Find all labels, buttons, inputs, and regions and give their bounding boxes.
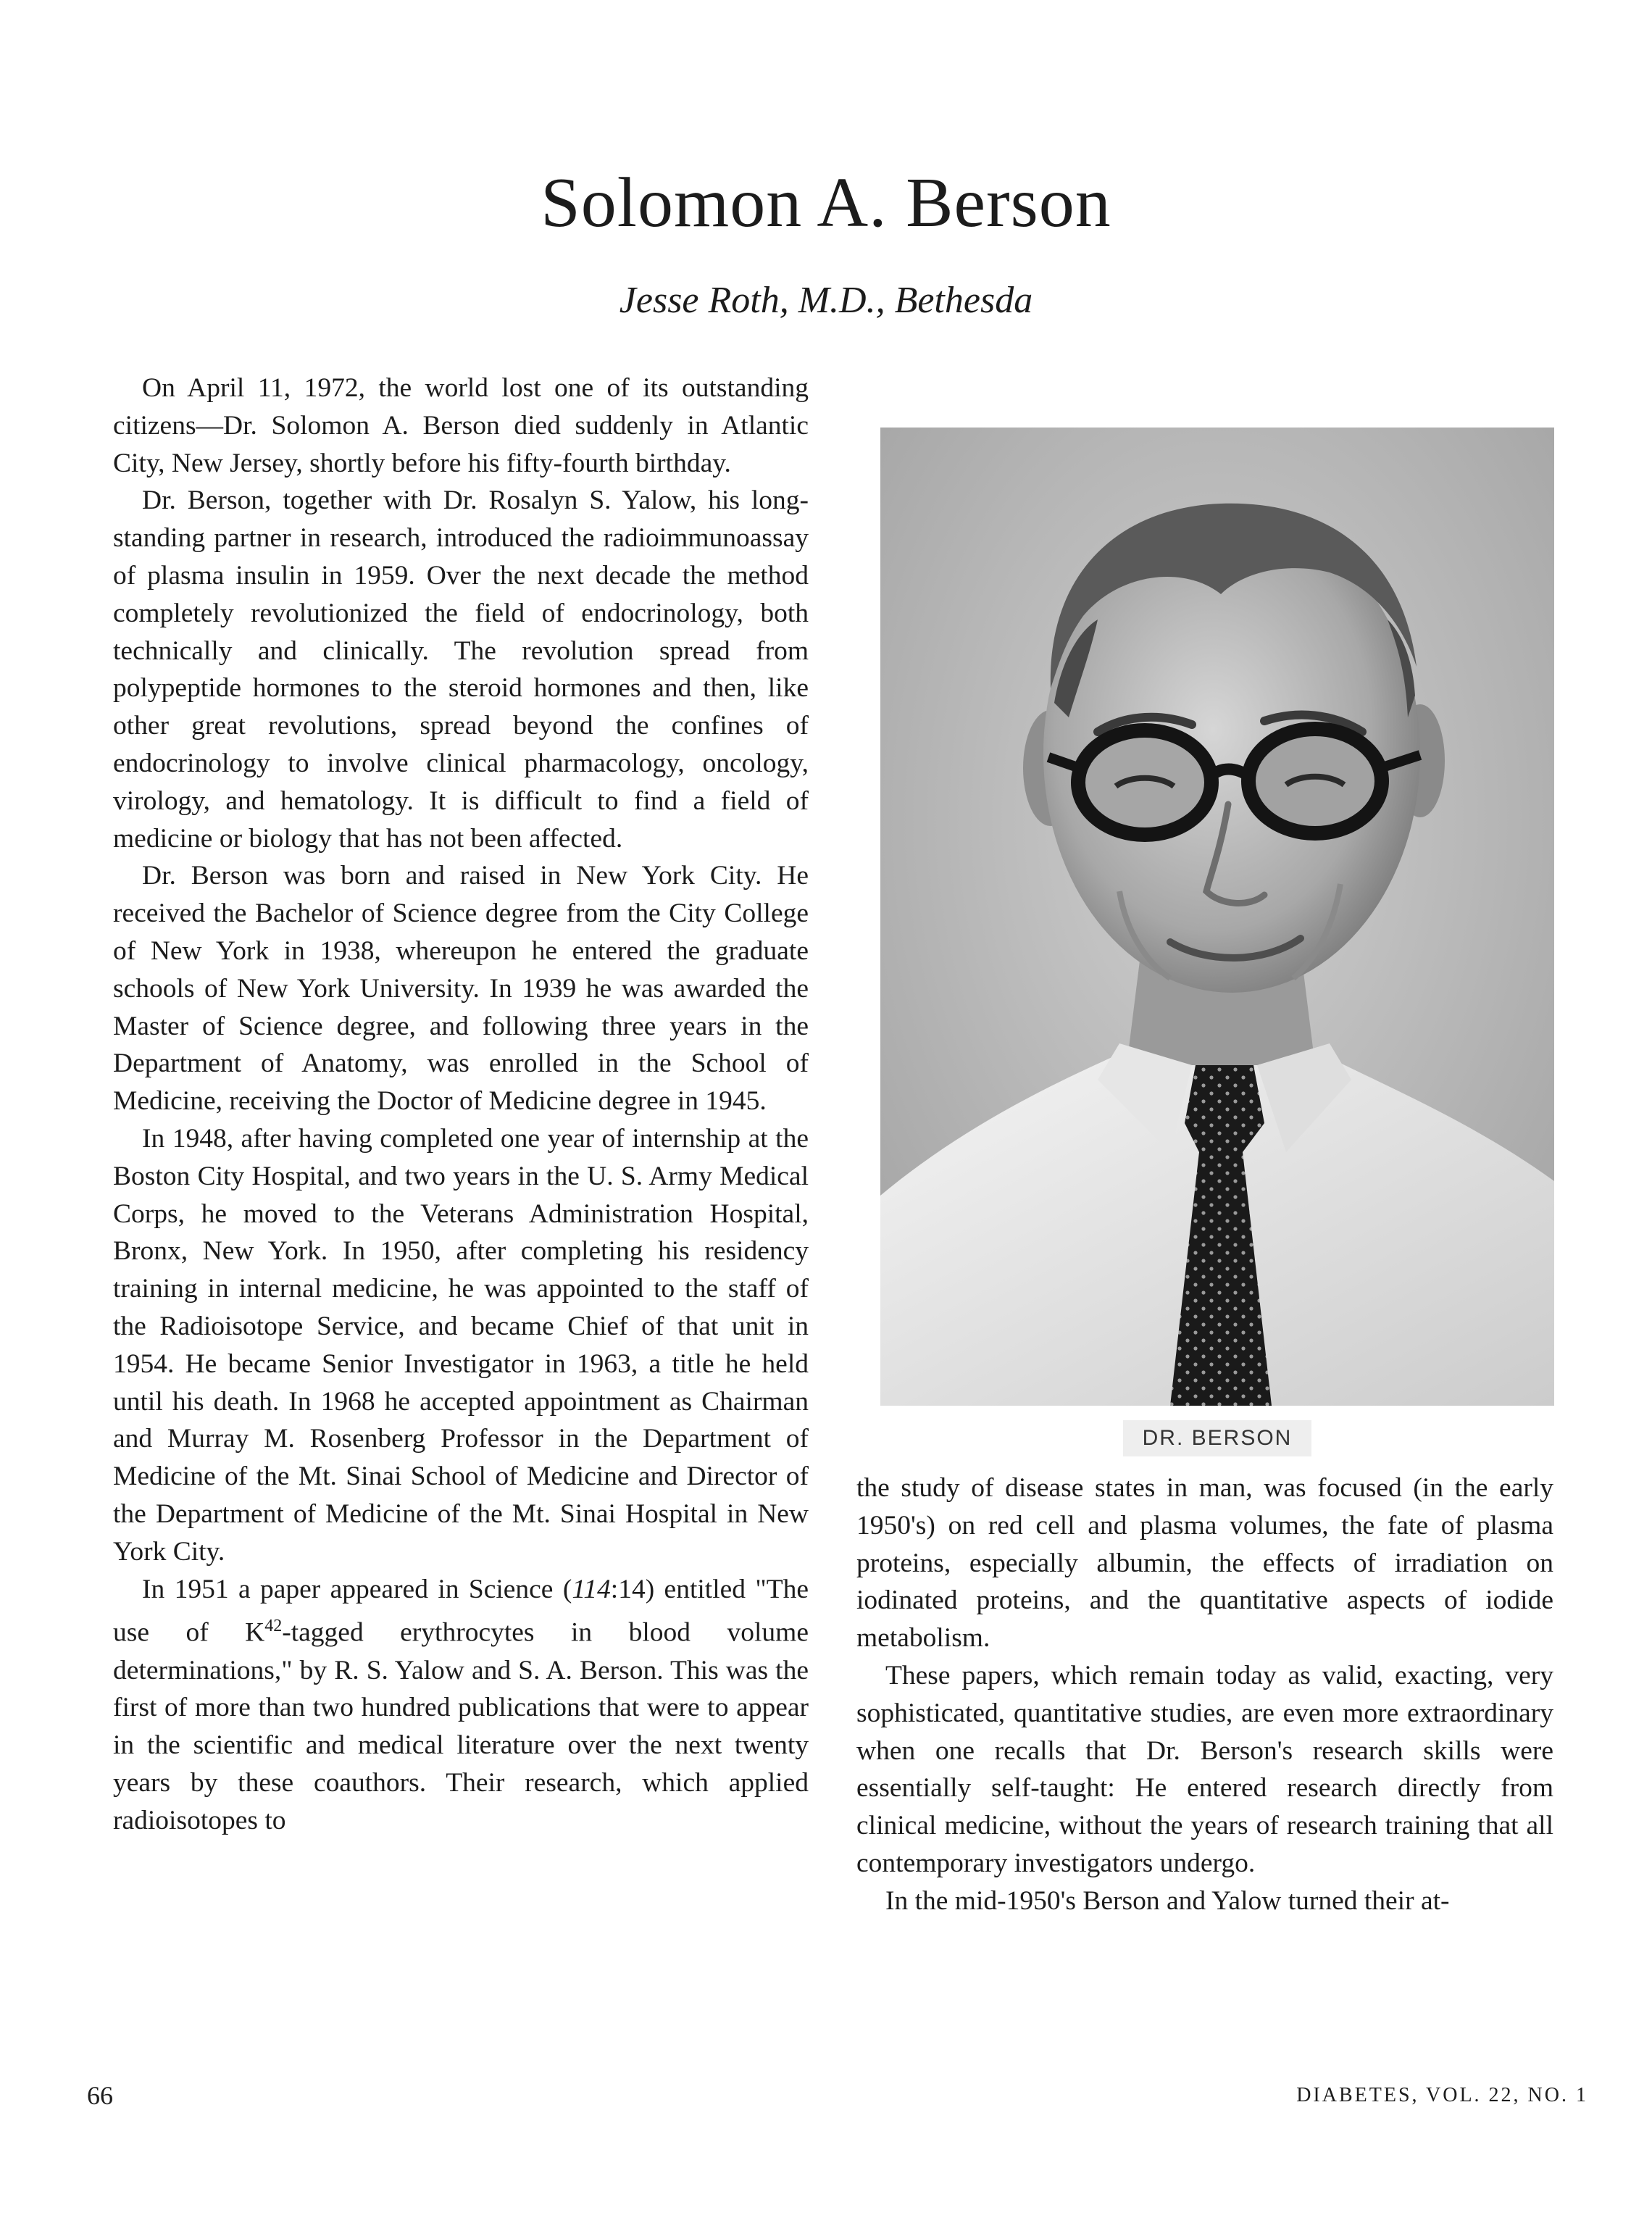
citation-page: :14 xyxy=(610,1574,646,1604)
figure-caption: DR. BERSON xyxy=(1123,1420,1311,1456)
article-title: Solomon A. Berson xyxy=(541,164,1111,242)
paragraph-obituary-opening: On April 11, 1972, the world lost one of its outstanding citizens—Dr. Solomon A. Berson died suddenly in Atlantic City, New Jersey, shortly before his fifty-fourth birthday. xyxy=(113,373,809,478)
left-column xyxy=(113,370,809,1840)
paragraph-science-paper xyxy=(113,1571,809,1840)
paragraph-radioimmunoassay: Dr. Berson, together with Dr. Rosalyn S. Yalow, his long-standing partner in research, introduced the radioimmunoassay of plasma insulin in 1959. Over the next decade the method completely revolutionized the field of endocrinology, both technically and clinically. The revolution spread from polypeptide hormones to the steroid hormones and then, like other great revolutions, spread beyond the confines of endocrinology to involve clinical pharmacology, oncology, virology, and hematology. It is difficult to find a field of medicine or biology that has not been affected. xyxy=(113,485,809,854)
science-text-start: In 1951 a paper appeared in Science ( xyxy=(142,1574,572,1604)
citation-volume: 114 xyxy=(572,1574,611,1604)
portrait-photo xyxy=(880,428,1554,1406)
journal-footer: DIABETES, VOL. 22, NO. 1 xyxy=(1296,2084,1588,2106)
article-byline: Jesse Roth, M.D., Bethesda xyxy=(619,280,1033,321)
paragraph-research-continuation: the study of disease states in man, was focused (in the early 1950's) on red cell and plasma volumes, the fate of plasma proteins, especially albumin, the effects of irradiation on iodinated proteins, and the quantitative aspects of iodide metabolism. xyxy=(856,1473,1553,1654)
isotope-superscript: 42 xyxy=(264,1617,283,1636)
right-column xyxy=(856,1469,1553,1920)
portrait-illustration xyxy=(880,428,1554,1406)
page-number: 66 xyxy=(87,2081,113,2110)
science-text-title: ) entitled "The use of K xyxy=(113,1574,809,1648)
paragraph-self-taught: These papers, which remain today as valid, exacting, very sophisticated, quantitative studies, are even more extraordinary when one recalls that Dr. Berson's research skills were essentially self-taught: He entered research directly from clinical medicine, without the years of research training that all contemporary investigators undergo. xyxy=(856,1660,1553,1878)
paragraph-education: Dr. Berson was born and raised in New York City. He received the Bachelor of Science degree from the City College of New York in 1938, whereupon he entered the graduate schools of New York University. In 1939 he was awarded the Master of Science degree, and following three years in the Department of Anatomy, was enrolled in the School of Medicine, receiving the Doctor of Medicine degree in 1945. xyxy=(113,861,809,1117)
science-text-end: -tagged erythrocytes in blood volume determinations," by R. S. Yalow and S. A. Berson. This was the first of more than two hundred publications that were to appear in the scientific and medical literature over the next twenty years by these coauthors. Their research, which applied radioisotopes to xyxy=(113,1617,809,1835)
paragraph-career: In 1948, after having completed one year of internship at the Boston City Hospital, and two years in the U. S. Army Medical Corps, he moved to the Veterans Administration Hospital, Bronx, New York. In 1950, after completing his residency training in internal medicine, he was appointed to the staff of the Radioisotope Service, and became Chief of that unit in 1954. He became Senior Investigator in 1963, a title he held until his death. In 1968 he accepted appointment as Chairman and Murray M. Rosenberg Professor in the Department of Medicine of the Mt. Sinai School of Medicine and Director of the Department of Medicine of the Mt. Sinai Hospital in New York City. xyxy=(113,1123,809,1567)
paragraph-mid-1950s: In the mid-1950's Berson and Yalow turned their at- xyxy=(885,1885,1450,1916)
